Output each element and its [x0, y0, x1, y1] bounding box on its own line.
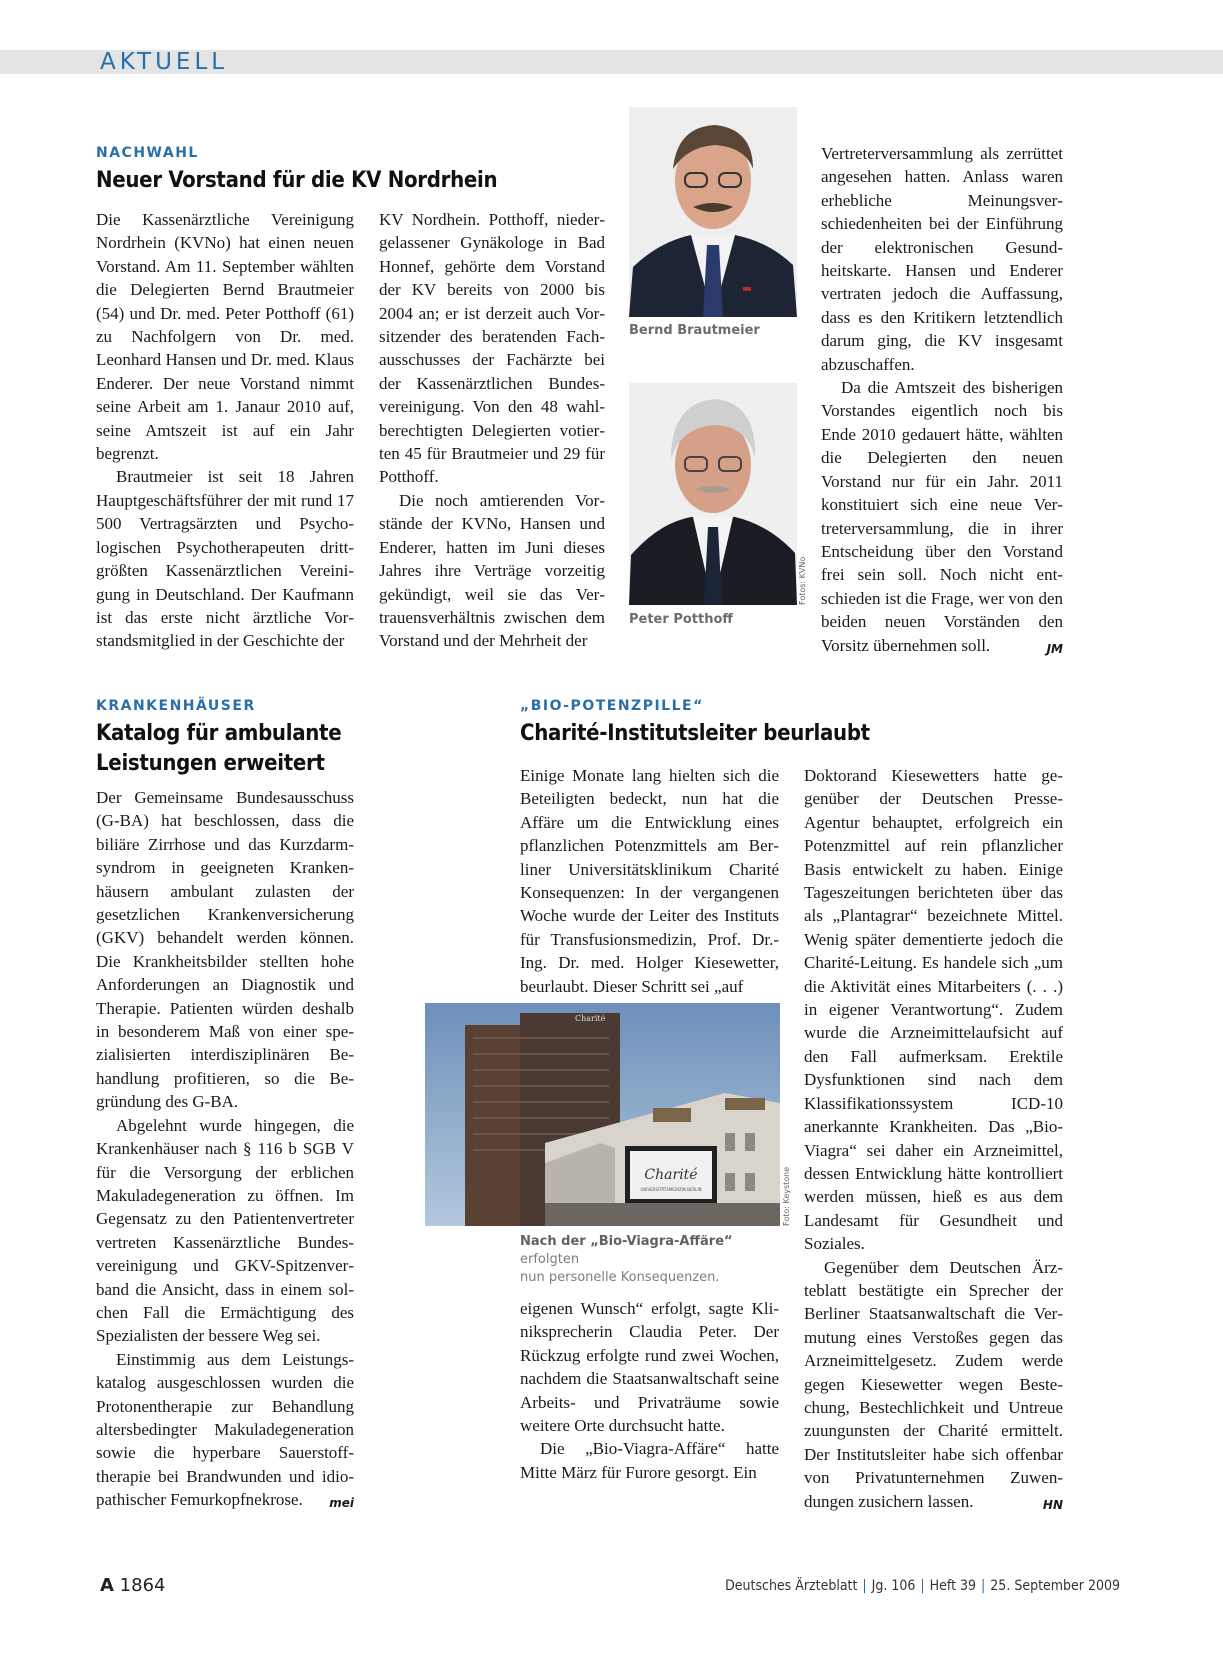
- portrait-man-icon: [629, 107, 797, 317]
- article3-headline: Charité-Institutsleiter beurlaubt: [520, 721, 870, 746]
- article3-column-1-top: [520, 764, 779, 998]
- paragraph: Die Kassenärztliche Vereinigung Nordrhein (KVNo) hat einen neuen Vorstand. Am 11. September wählten die Delegierten Bernd Brautmeier (54) und Dr. med. Peter Potthoff (61) zu Nachfolgern von Dr. med. Leonhard Hansen und Dr. med. Klaus Enderer. Der neue Vorstand nimmt seine Arbeit am 1. Janaur 2010 auf, seine Amtszeit ist auf ein Jahr begrenzt.: [96, 210, 354, 464]
- article1-kicker: NACHWAHL: [96, 145, 199, 161]
- photo-credit: Fotos: KVNo: [798, 556, 807, 605]
- paragraph: Brautmeier ist seit 18 Jahren Hauptgeschäftsführer der mit rund 17 500 Vertragsärzten und Psychologischen Psychotherapeuten drittgrößten Kassenärztlichen Vereinigung in Deutschland. Der Kaufmann ist das erste nicht ärztliche Vorstandsmitglied in der Geschichte der: [96, 467, 354, 651]
- journal-issue: Heft 39: [929, 1578, 977, 1594]
- article1-column-1: [96, 208, 354, 653]
- caption-text: erfolgten: [520, 1252, 580, 1267]
- portrait-man-icon: [629, 383, 797, 605]
- portrait-potthoff-photo: [629, 383, 797, 605]
- article1-column-2: [379, 208, 605, 653]
- caption-text: nun personelle Konsequenzen.: [520, 1270, 720, 1285]
- article2-headline: [96, 719, 396, 779]
- paragraph: Doktorand Kiesewetters hatte gegenüber der Deutschen Presse-Agentur behauptet, erfolgreich ein Potenzmittel auf rein pflanzlicher Basis entwickelt zu haben. Einige Tageszeitungen berichteten über das als „Plantagrar“ bezeichnete Mittel. Wenig später dementierte jedoch die Charité-Leitung. Es handele sich „um die Aktivität eines Mitarbeiters (. . .) in eigener Verantwortung“. Zudem wurde die Arzneimittelaufsicht auf den Fall aufmerksam. Erektile Dysfunktionen sind nach dem Klassifikationssystem ICD-10 anerkannte Krankheiten. Das „Bio-Viagra“ sei daher ein Arzneimittel, dessen Entwicklung hätte kontrolliert werden müssen, hieß es aus dem Landesamt für Gesundheit und Soziales.: [804, 766, 1063, 1254]
- page-number-value: 1864: [119, 1575, 166, 1596]
- paragraph: Abgelehnt wurde hingegen, die Krankenhäuser nach § 116 b SGB V für die Versorgung der erblichen Makuladegeneration zu öffnen. Im Gegensatz zu den Patientenvertreter vertreten Kassenärztliche Bundesvereinigung und GKV-Spitzenverband die Ansicht, dass in einem solchen Fall die Ermächtigung des Spezialisten der bessere Weg sei.: [96, 1115, 354, 1346]
- article3-kicker: „BIO-POTENZPILLE“: [520, 698, 704, 714]
- article2-kicker: KRANKENHÄUSER: [96, 698, 256, 714]
- tower-sign-text: Charité: [575, 1014, 606, 1023]
- charite-building-photo: [425, 1003, 780, 1226]
- author-signature: HN: [1042, 1497, 1063, 1512]
- page-number: [100, 1575, 165, 1596]
- charite-sign-text: Charité: [644, 1167, 698, 1183]
- paragraph-text: Da die Amtszeit des bisherigen Vorstandes eigentlich noch bis Ende 2010 gedauert hätte, wählten die Delegierten den neuen Vorstand nur für ein Jahr. 2011 konstituiert sich eine neue Vertreterversammlung, die in ihrer Entscheidung über den Vorstand frei sein soll. Noch nicht entschieden ist die Frage, wer von den beiden neuen Vorständen den Vorsitz übernehmen soll.: [821, 378, 1063, 655]
- paragraph: Der Gemeinsame Bundesausschuss (G-BA) hat beschlossen, dass die biliäre Zirrhose und das Kurzdarmsyndrom in geeigneten Krankenhäusern ambulant zulasten der gesetzlichen Krankenversicherung (GKV) behandelt werden können. Die Krankheitsbilder stellten hohe Anforderungen an Diagnostik und Therapie. Patienten würden deshalb in besonderem Maß von einer spezialisierten interdisziplinären Behandlung profitieren, so die Begründung des G-BA.: [96, 788, 354, 1112]
- page-prefix: A: [100, 1575, 114, 1596]
- journal-name: Deutsches Ärzteblatt: [725, 1578, 858, 1594]
- photo-credit: Foto: Keystone: [782, 1166, 791, 1226]
- author-signature: JM: [1046, 641, 1063, 656]
- portrait-brautmeier-caption: Bernd Brautmeier: [629, 323, 760, 338]
- article2-column: [96, 786, 354, 1516]
- paragraph: Die „Bio-Viagra-Affäre“ hatte Mitte März für Furore gesorgt. Ein: [520, 1439, 779, 1482]
- paragraph: Die noch amtierenden Vorstände der KVNo, Hansen und Enderer, hatten im Juni dieses Jahres ihre Verträge vorzeitig gekündigt, weil sie das Vertrauensverhältnis zwischen dem Vorstand und der Mehrheit der: [379, 490, 605, 651]
- headline-line: Leistungen erweitert: [96, 751, 325, 776]
- paragraph: Vertreterversammlung als zerrüttet angesehen hatten. Anlass waren erhebliche Meinungsverschiedenheiten bei der Einführung der elektronischen Gesundheitskarte. Hansen und Enderer vertraten jedoch die Auffassung, dass es den Kritikern letztendlich darum ging, die KV insgesamt abzuschaffen.: [821, 144, 1063, 374]
- headline-line: Katalog für ambulante: [96, 721, 342, 746]
- paragraph-text: Gegenüber dem Deutschen Ärzteblatt bestätigte ein Sprecher der Berliner Staatsanwaltschaft die Vermutung eines Verstoßes gegen das Arzneimittelgesetz. Zudem werde gegen Kiesewetter wegen Bestechung, Bestechlichkeit und Untreue zuungunsten der Charité ermittelt. Der Institutsleiter habe sich offenbar von Privatunternehmen Zuwendungen zusichern lassen.: [804, 1257, 1063, 1511]
- article3-column-1-bottom: [520, 1297, 779, 1484]
- paragraph: eigenen Wunsch“ erfolgt, sagte Kliniksprecherin Claudia Peter. Der Rückzug erfolgte rund zwei Wochen, nachdem die Staatsanwaltschaft seine Arbeits- und Privaträume sowie weitere Orte durchsucht hatte.: [520, 1299, 779, 1436]
- author-signature: mei: [329, 1496, 354, 1511]
- hospital-building-icon: [425, 1003, 780, 1226]
- paragraph: [821, 376, 1063, 657]
- article3-column-2: [804, 764, 1063, 1517]
- paragraph: Einige Monate lang hielten sich die Beteiligten bedeckt, nun hat die Affäre um die Entwicklung eines pflanzlichen Potenzmittels am Berliner Universitätsklinikum Charité Konsequenzen: In der vergangenen Woche wurde der Leiter des Instituts für Transfusionsmedizin, Prof. Dr.-Ing. Dr. med. Holger Kiesewetter, beurlaubt. Dieser Schritt sei „auf: [520, 766, 779, 996]
- article1-headline: Neuer Vorstand für die KV Nordrhein: [96, 168, 498, 193]
- portrait-potthoff-caption: Peter Potthoff: [629, 612, 733, 627]
- charite-photo-caption: [520, 1233, 780, 1287]
- portrait-brautmeier-photo: [629, 107, 797, 317]
- journal-volume: Jg. 106: [871, 1578, 916, 1594]
- paragraph: [804, 1256, 1063, 1513]
- section-bar: [0, 50, 1223, 74]
- paragraph: [96, 1348, 354, 1512]
- paragraph-text: Einstimmig aus dem Leistungskatalog ausgeschlossen wurden die Protonentherapie zur Behandlung altersbedingter Makuladegeneration sowie die hyperbare Sauerstofftherapie bei Brandwunden und idiopathischer Femurkopfnekrose.: [96, 1349, 354, 1510]
- paragraph: KV Nordhein. Potthoff, niedergelassener Gynäkologe in Bad Honnef, gehörte dem Vorstand der KV bereits von 2000 bis 2004 an; er ist derzeit auch Vorsitzender des beratenden Fachausschusses der Fachärzte bei der Kassenärztlichen Bundesvereinigung. Von den 48 wahlberechtigten Delegierten votierten 45 für Brautmeier und 29 für Potthoff.: [379, 210, 605, 487]
- charite-sign-subtext: UNIVERSITÄTSMEDIZIN BERLIN: [640, 1187, 702, 1192]
- caption-bold: Nach der „Bio-Viagra-Affäre“: [520, 1234, 733, 1249]
- journal-info: Deutsches Ärzteblatt | Jg. 106 | Heft 39 | 25. September 2009: [725, 1578, 1120, 1594]
- article1-column-3: [821, 142, 1063, 661]
- journal-date: 25. September 2009: [990, 1578, 1120, 1594]
- section-title: AKTUELL: [100, 49, 229, 75]
